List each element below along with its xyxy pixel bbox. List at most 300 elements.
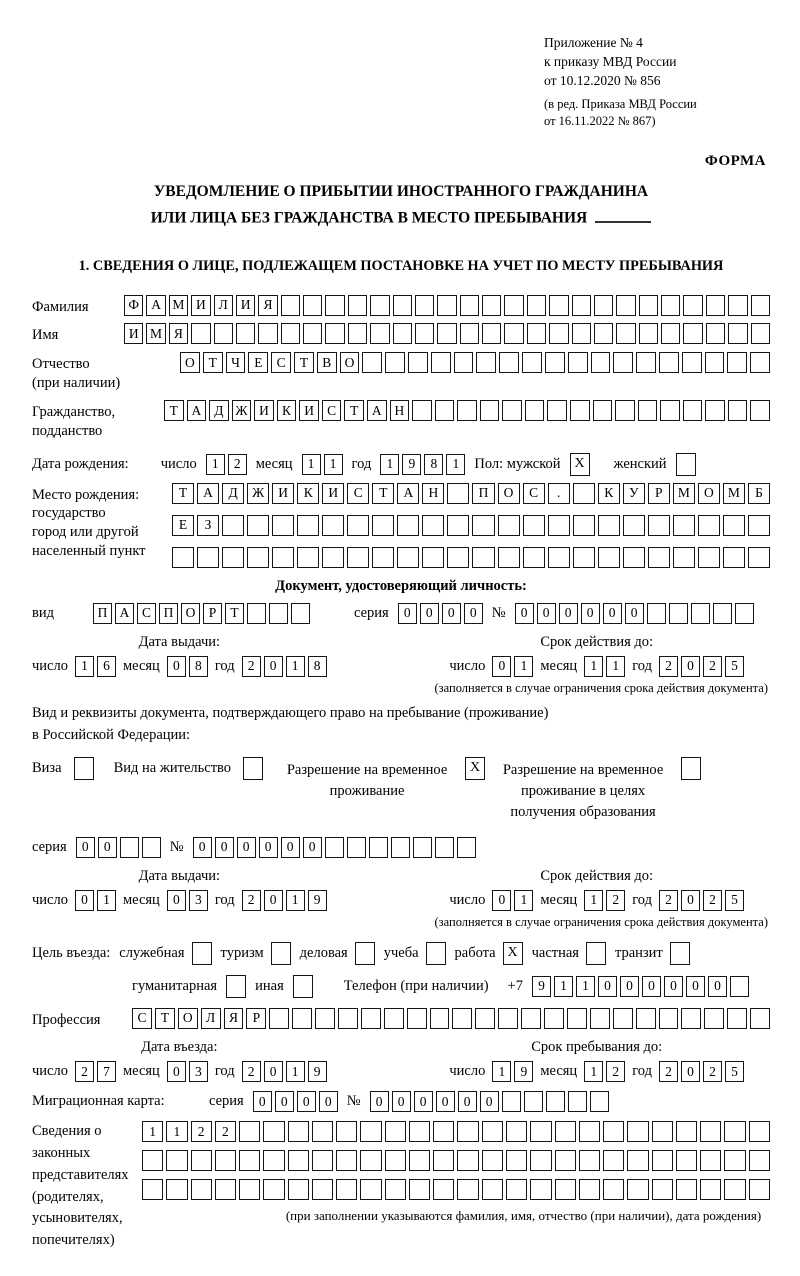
char-box[interactable]: К: [277, 400, 297, 421]
char-box[interactable]: [482, 323, 501, 344]
char-box[interactable]: [579, 1121, 600, 1142]
given-name-boxes[interactable]: [124, 323, 770, 344]
char-box[interactable]: 0: [414, 1091, 433, 1112]
char-box[interactable]: [547, 400, 567, 421]
char-box[interactable]: [530, 1150, 551, 1171]
char-box[interactable]: 8: [424, 454, 443, 475]
char-box[interactable]: [222, 515, 244, 536]
char-box[interactable]: [460, 323, 479, 344]
birth-place-boxes-line2[interactable]: [172, 515, 770, 536]
char-box[interactable]: 2: [659, 890, 678, 911]
patronymic-boxes[interactable]: [180, 352, 770, 373]
char-box[interactable]: В: [317, 352, 337, 373]
char-box[interactable]: [336, 1150, 357, 1171]
char-box[interactable]: 0: [275, 1091, 294, 1112]
char-box[interactable]: [555, 1150, 576, 1171]
char-box[interactable]: [476, 352, 496, 373]
char-box[interactable]: [652, 1179, 673, 1200]
char-box[interactable]: [281, 295, 300, 316]
char-box[interactable]: 1: [286, 890, 305, 911]
char-box[interactable]: [573, 547, 595, 568]
char-box[interactable]: 0: [167, 1061, 186, 1082]
char-box[interactable]: [413, 837, 432, 858]
char-box[interactable]: [590, 1008, 610, 1029]
char-box[interactable]: Р: [648, 483, 670, 504]
char-box[interactable]: 9: [402, 454, 421, 475]
char-box[interactable]: [713, 603, 732, 624]
char-box[interactable]: [682, 352, 702, 373]
passport-valid-month[interactable]: [584, 656, 625, 677]
char-box[interactable]: Т: [155, 1008, 175, 1029]
char-box[interactable]: [506, 1179, 527, 1200]
char-box[interactable]: 0: [442, 603, 461, 624]
birth-place-boxes-line1[interactable]: [172, 483, 770, 504]
char-box[interactable]: [498, 1008, 518, 1029]
char-box[interactable]: 0: [420, 603, 439, 624]
char-box[interactable]: [730, 976, 749, 997]
char-box[interactable]: [409, 1179, 430, 1200]
char-box[interactable]: [648, 547, 670, 568]
char-box[interactable]: [393, 323, 412, 344]
char-box[interactable]: [523, 515, 545, 536]
char-box[interactable]: [437, 295, 456, 316]
char-box[interactable]: [523, 547, 545, 568]
char-box[interactable]: [236, 323, 255, 344]
representatives-line1[interactable]: [142, 1121, 770, 1142]
char-box[interactable]: У: [623, 483, 645, 504]
char-box[interactable]: З: [197, 515, 219, 536]
char-box[interactable]: [369, 837, 388, 858]
char-box[interactable]: Л: [201, 1008, 221, 1029]
char-box[interactable]: [704, 1008, 724, 1029]
char-box[interactable]: [705, 352, 725, 373]
char-box[interactable]: [347, 837, 366, 858]
residence-issue-year[interactable]: [242, 890, 327, 911]
stay-day-boxes[interactable]: [492, 1061, 533, 1082]
char-box[interactable]: [360, 1121, 381, 1142]
char-box[interactable]: 0: [98, 837, 117, 858]
char-box[interactable]: 1: [446, 454, 465, 475]
char-box[interactable]: 0: [297, 1091, 316, 1112]
char-box[interactable]: [750, 352, 770, 373]
char-box[interactable]: М: [723, 483, 745, 504]
char-box[interactable]: [598, 547, 620, 568]
char-box[interactable]: [360, 1179, 381, 1200]
purpose-other-checkbox[interactable]: [293, 975, 313, 998]
char-box[interactable]: 0: [492, 656, 511, 677]
char-box[interactable]: [384, 1008, 404, 1029]
char-box[interactable]: 1: [554, 976, 573, 997]
char-box[interactable]: [673, 515, 695, 536]
char-box[interactable]: [594, 323, 613, 344]
char-box[interactable]: [338, 1008, 358, 1029]
char-box[interactable]: [661, 295, 680, 316]
char-box[interactable]: 9: [308, 1061, 327, 1082]
char-box[interactable]: Я: [169, 323, 188, 344]
purpose-official-checkbox[interactable]: [192, 942, 212, 965]
char-box[interactable]: [683, 400, 703, 421]
char-box[interactable]: [315, 1008, 335, 1029]
char-box[interactable]: [347, 547, 369, 568]
char-box[interactable]: С: [347, 483, 369, 504]
char-box[interactable]: 0: [237, 837, 256, 858]
char-box[interactable]: [370, 295, 389, 316]
char-box[interactable]: [263, 1121, 284, 1142]
char-box[interactable]: [215, 1150, 236, 1171]
char-box[interactable]: [660, 400, 680, 421]
residence-issue-day[interactable]: [75, 890, 116, 911]
char-box[interactable]: [590, 1091, 609, 1112]
char-box[interactable]: [457, 837, 476, 858]
char-box[interactable]: 0: [708, 976, 727, 997]
char-box[interactable]: [659, 352, 679, 373]
char-box[interactable]: О: [340, 352, 360, 373]
char-box[interactable]: [457, 1150, 478, 1171]
char-box[interactable]: [348, 295, 367, 316]
char-box[interactable]: 3: [189, 890, 208, 911]
char-box[interactable]: 0: [492, 890, 511, 911]
residence-series-boxes[interactable]: [76, 837, 161, 858]
char-box[interactable]: [460, 295, 479, 316]
char-box[interactable]: [735, 603, 754, 624]
char-box[interactable]: 1: [514, 656, 533, 677]
char-box[interactable]: [623, 515, 645, 536]
char-box[interactable]: [239, 1179, 260, 1200]
char-box[interactable]: [700, 1150, 721, 1171]
char-box[interactable]: [435, 837, 454, 858]
char-box[interactable]: [627, 1121, 648, 1142]
char-box[interactable]: [197, 547, 219, 568]
char-box[interactable]: [613, 1008, 633, 1029]
char-box[interactable]: [325, 323, 344, 344]
char-box[interactable]: [457, 400, 477, 421]
char-box[interactable]: [751, 295, 770, 316]
char-box[interactable]: [433, 1179, 454, 1200]
char-box[interactable]: 2: [242, 890, 261, 911]
char-box[interactable]: 8: [308, 656, 327, 677]
temp-residence-education-checkbox[interactable]: [681, 757, 701, 780]
char-box[interactable]: [336, 1121, 357, 1142]
char-box[interactable]: [706, 295, 725, 316]
char-box[interactable]: [652, 1150, 673, 1171]
char-box[interactable]: [673, 547, 695, 568]
char-box[interactable]: [361, 1008, 381, 1029]
char-box[interactable]: [408, 352, 428, 373]
char-box[interactable]: [297, 547, 319, 568]
purpose-tourism-checkbox[interactable]: [271, 942, 291, 965]
char-box[interactable]: [591, 352, 611, 373]
char-box[interactable]: О: [178, 1008, 198, 1029]
char-box[interactable]: [482, 295, 501, 316]
char-box[interactable]: О: [180, 352, 200, 373]
char-box[interactable]: [214, 323, 233, 344]
char-box[interactable]: [751, 323, 770, 344]
char-box[interactable]: [727, 1008, 747, 1029]
char-box[interactable]: [502, 400, 522, 421]
char-box[interactable]: 2: [215, 1121, 236, 1142]
birth-place-boxes-line3[interactable]: [172, 547, 770, 568]
char-box[interactable]: А: [367, 400, 387, 421]
char-box[interactable]: [447, 547, 469, 568]
char-box[interactable]: 1: [606, 656, 625, 677]
passport-valid-year[interactable]: [659, 656, 744, 677]
char-box[interactable]: [452, 1008, 472, 1029]
char-box[interactable]: [544, 1008, 564, 1029]
char-box[interactable]: [524, 1091, 543, 1112]
char-box[interactable]: 1: [584, 656, 603, 677]
char-box[interactable]: [288, 1150, 309, 1171]
char-box[interactable]: 0: [515, 603, 534, 624]
char-box[interactable]: [661, 323, 680, 344]
entry-month-boxes[interactable]: [167, 1061, 208, 1082]
purpose-business-checkbox[interactable]: [355, 942, 375, 965]
char-box[interactable]: 0: [303, 837, 322, 858]
char-box[interactable]: 1: [142, 1121, 163, 1142]
doc-series-boxes[interactable]: [398, 603, 483, 624]
char-box[interactable]: 1: [492, 1061, 511, 1082]
char-box[interactable]: 1: [75, 656, 94, 677]
char-box[interactable]: [623, 547, 645, 568]
char-box[interactable]: 1: [584, 1061, 603, 1082]
char-box[interactable]: [457, 1121, 478, 1142]
char-box[interactable]: 0: [264, 656, 283, 677]
char-box[interactable]: М: [673, 483, 695, 504]
char-box[interactable]: 0: [664, 976, 683, 997]
char-box[interactable]: О: [498, 483, 520, 504]
residence-permit-checkbox[interactable]: [243, 757, 263, 780]
char-box[interactable]: [215, 1179, 236, 1200]
char-box[interactable]: [681, 1008, 701, 1029]
char-box[interactable]: А: [397, 483, 419, 504]
char-box[interactable]: А: [187, 400, 207, 421]
char-box[interactable]: [222, 547, 244, 568]
profession-boxes[interactable]: [132, 1008, 770, 1029]
char-box[interactable]: 0: [598, 976, 617, 997]
char-box[interactable]: [598, 515, 620, 536]
char-box[interactable]: 0: [75, 890, 94, 911]
char-box[interactable]: И: [236, 295, 255, 316]
char-box[interactable]: [239, 1121, 260, 1142]
char-box[interactable]: [579, 1179, 600, 1200]
char-box[interactable]: [549, 295, 568, 316]
residence-number-boxes[interactable]: [193, 837, 476, 858]
char-box[interactable]: 0: [398, 603, 417, 624]
char-box[interactable]: [120, 837, 139, 858]
passport-issue-year[interactable]: [242, 656, 327, 677]
char-box[interactable]: [258, 323, 277, 344]
char-box[interactable]: И: [124, 323, 143, 344]
char-box[interactable]: [579, 1150, 600, 1171]
char-box[interactable]: 5: [725, 1061, 744, 1082]
char-box[interactable]: 0: [436, 1091, 455, 1112]
mc-series-boxes[interactable]: [253, 1091, 338, 1112]
char-box[interactable]: [385, 1121, 406, 1142]
char-box[interactable]: 0: [319, 1091, 338, 1112]
char-box[interactable]: [472, 547, 494, 568]
char-box[interactable]: Ф: [124, 295, 143, 316]
char-box[interactable]: [723, 547, 745, 568]
char-box[interactable]: [347, 515, 369, 536]
surname-boxes[interactable]: [124, 295, 770, 316]
char-box[interactable]: [727, 352, 747, 373]
doc-kind-boxes[interactable]: [93, 603, 310, 624]
char-box[interactable]: А: [115, 603, 134, 624]
char-box[interactable]: 1: [514, 890, 533, 911]
char-box[interactable]: [288, 1121, 309, 1142]
char-box[interactable]: [567, 1008, 587, 1029]
char-box[interactable]: И: [191, 295, 210, 316]
char-box[interactable]: [748, 547, 770, 568]
char-box[interactable]: [555, 1121, 576, 1142]
char-box[interactable]: Б: [748, 483, 770, 504]
char-box[interactable]: Е: [172, 515, 194, 536]
char-box[interactable]: 1: [576, 976, 595, 997]
char-box[interactable]: Р: [203, 603, 222, 624]
char-box[interactable]: [748, 515, 770, 536]
passport-valid-day[interactable]: [492, 656, 533, 677]
char-box[interactable]: [322, 515, 344, 536]
char-box[interactable]: [639, 295, 658, 316]
char-box[interactable]: [312, 1121, 333, 1142]
char-box[interactable]: [728, 295, 747, 316]
char-box[interactable]: 3: [189, 1061, 208, 1082]
char-box[interactable]: [639, 323, 658, 344]
char-box[interactable]: [422, 515, 444, 536]
char-box[interactable]: [247, 547, 269, 568]
char-box[interactable]: [391, 837, 410, 858]
char-box[interactable]: И: [254, 400, 274, 421]
char-box[interactable]: [749, 1179, 770, 1200]
char-box[interactable]: 0: [281, 837, 300, 858]
char-box[interactable]: Т: [294, 352, 314, 373]
char-box[interactable]: [191, 1179, 212, 1200]
char-box[interactable]: [360, 1150, 381, 1171]
purpose-study-checkbox[interactable]: [426, 942, 446, 965]
char-box[interactable]: [409, 1150, 430, 1171]
char-box[interactable]: [409, 1121, 430, 1142]
char-box[interactable]: [482, 1150, 503, 1171]
char-box[interactable]: 2: [75, 1061, 94, 1082]
char-box[interactable]: [570, 400, 590, 421]
char-box[interactable]: [247, 515, 269, 536]
char-box[interactable]: [397, 515, 419, 536]
char-box[interactable]: [504, 323, 523, 344]
char-box[interactable]: [705, 400, 725, 421]
char-box[interactable]: [397, 547, 419, 568]
char-box[interactable]: [549, 323, 568, 344]
char-box[interactable]: 0: [392, 1091, 411, 1112]
char-box[interactable]: [615, 400, 635, 421]
char-box[interactable]: [521, 1008, 541, 1029]
char-box[interactable]: [325, 295, 344, 316]
char-box[interactable]: 1: [380, 454, 399, 475]
char-box[interactable]: [706, 323, 725, 344]
char-box[interactable]: [506, 1150, 527, 1171]
char-box[interactable]: К: [297, 483, 319, 504]
residence-valid-year[interactable]: [659, 890, 744, 911]
residence-valid-month[interactable]: [584, 890, 625, 911]
char-box[interactable]: 2: [659, 656, 678, 677]
char-box[interactable]: 7: [97, 1061, 116, 1082]
char-box[interactable]: 0: [642, 976, 661, 997]
char-box[interactable]: [573, 483, 595, 504]
char-box[interactable]: [568, 1091, 587, 1112]
char-box[interactable]: [239, 1150, 260, 1171]
char-box[interactable]: 0: [681, 656, 700, 677]
char-box[interactable]: 2: [606, 1061, 625, 1082]
char-box[interactable]: 2: [703, 890, 722, 911]
char-box[interactable]: [312, 1179, 333, 1200]
char-box[interactable]: 2: [191, 1121, 212, 1142]
char-box[interactable]: [522, 352, 542, 373]
char-box[interactable]: 0: [603, 603, 622, 624]
birth-month-boxes[interactable]: [302, 454, 343, 475]
char-box[interactable]: 1: [302, 454, 321, 475]
char-box[interactable]: [572, 323, 591, 344]
char-box[interactable]: [506, 1121, 527, 1142]
char-box[interactable]: [362, 352, 382, 373]
char-box[interactable]: [613, 352, 633, 373]
char-box[interactable]: [525, 400, 545, 421]
char-box[interactable]: С: [523, 483, 545, 504]
char-box[interactable]: [325, 837, 344, 858]
char-box[interactable]: [166, 1179, 187, 1200]
char-box[interactable]: [263, 1150, 284, 1171]
char-box[interactable]: 0: [76, 837, 95, 858]
char-box[interactable]: [603, 1179, 624, 1200]
char-box[interactable]: 0: [625, 603, 644, 624]
char-box[interactable]: Д: [222, 483, 244, 504]
char-box[interactable]: [303, 295, 322, 316]
char-box[interactable]: [322, 547, 344, 568]
char-box[interactable]: Д: [209, 400, 229, 421]
char-box[interactable]: Н: [422, 483, 444, 504]
char-box[interactable]: [393, 295, 412, 316]
char-box[interactable]: [724, 1179, 745, 1200]
char-box[interactable]: [247, 603, 266, 624]
char-box[interactable]: М: [169, 295, 188, 316]
char-box[interactable]: 0: [559, 603, 578, 624]
char-box[interactable]: 2: [242, 656, 261, 677]
char-box[interactable]: 2: [606, 890, 625, 911]
gender-female-checkbox[interactable]: [676, 453, 696, 476]
char-box[interactable]: 1: [166, 1121, 187, 1142]
char-box[interactable]: [422, 547, 444, 568]
char-box[interactable]: 0: [167, 890, 186, 911]
char-box[interactable]: П: [93, 603, 112, 624]
char-box[interactable]: [545, 352, 565, 373]
char-box[interactable]: [659, 1008, 679, 1029]
char-box[interactable]: [498, 515, 520, 536]
char-box[interactable]: С: [132, 1008, 152, 1029]
char-box[interactable]: 0: [253, 1091, 272, 1112]
birth-year-boxes[interactable]: [380, 454, 465, 475]
char-box[interactable]: [676, 1150, 697, 1171]
char-box[interactable]: [749, 1121, 770, 1142]
char-box[interactable]: [728, 400, 748, 421]
char-box[interactable]: 0: [464, 603, 483, 624]
char-box[interactable]: [370, 323, 389, 344]
phone-boxes[interactable]: [532, 976, 749, 997]
char-box[interactable]: [385, 352, 405, 373]
char-box[interactable]: [454, 352, 474, 373]
char-box[interactable]: 9: [532, 976, 551, 997]
char-box[interactable]: [683, 295, 702, 316]
purpose-work-checkbox[interactable]: X: [503, 942, 523, 965]
char-box[interactable]: [548, 515, 570, 536]
char-box[interactable]: [272, 515, 294, 536]
visa-checkbox[interactable]: [74, 757, 94, 780]
